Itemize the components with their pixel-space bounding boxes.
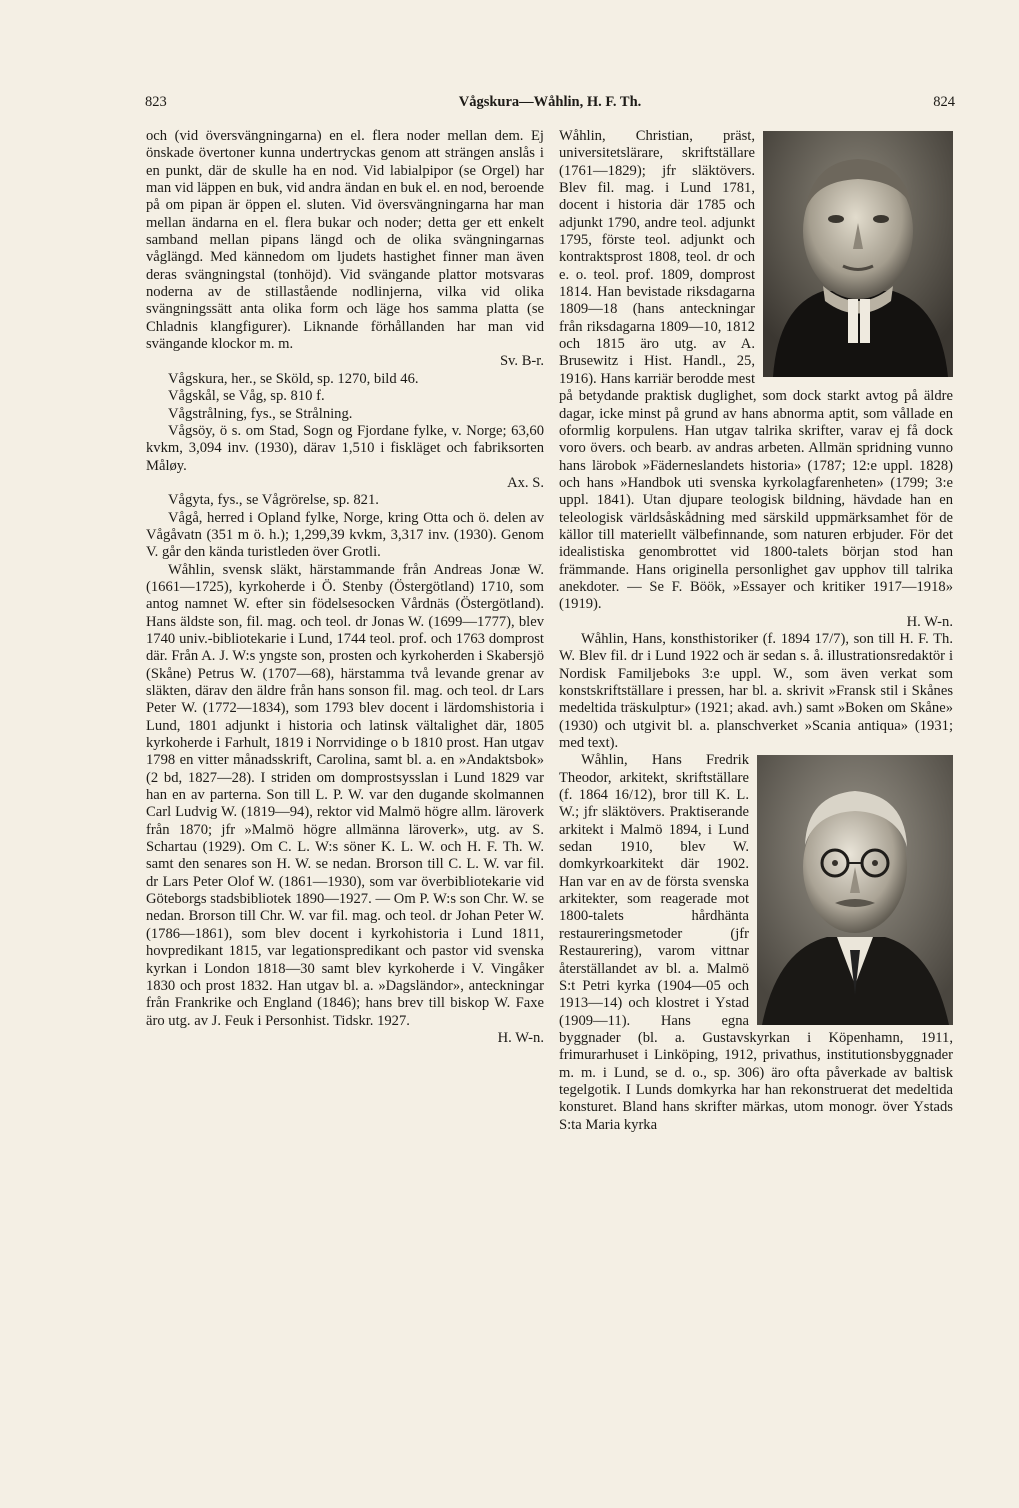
- entry-vagskura: Vågskura, her., se Sköld, sp. 1270, bild 46.: [168, 370, 419, 387]
- signature: Sv. B-r.: [499, 353, 544, 370]
- right-column: [559, 128, 953, 1134]
- running-header: [145, 94, 955, 116]
- entry-vaga: Vågå, herred i Opland fylke, Norge, kring Otta och ö. delen av Vågåvatn (351 m ö. h.); 1,299,39 kvkm, 3,317 inv. (1930). Genom V. går den kända turistleden över Grotli.: [146, 509, 544, 561]
- signature: H. W-n.: [906, 613, 953, 630]
- portrait-theodor-image: [757, 755, 953, 1025]
- signature: Ax. S.: [507, 474, 544, 491]
- running-head-title: Vågskura—Wåhlin, H. F. Th.: [458, 94, 642, 110]
- page-number-right: 824: [933, 94, 955, 110]
- page-number-left: 823: [145, 94, 167, 110]
- signature: H. W-n.: [497, 1029, 544, 1046]
- entry-hans-wahlin: Wåhlin, Hans, konsthistoriker (f. 1894 17/7), son till H. F. Th. W. Blev fil. dr i Lund 1922 och är sedan s. å. illustrationsredaktör i Nordisk Familjeboks 3:e uppl. W., som även verkat som konstskriftställare i pressen, har bl. a. skrivit »Fransk stil i Skånes medeltida träskulptur» (1921; akad. avh.) samt »Boken om Skåne» (1930) och utgivit bl. a. planschverket »Scania antiqua» (1931; med text).: [559, 630, 953, 752]
- portrait-christian-wahlin: [763, 131, 953, 377]
- portrait-hans-fredrik-theodor-wahlin: [757, 755, 953, 1025]
- portrait-christian-image: [763, 131, 953, 377]
- entry-vagstralning: Vågstrålning, fys., se Strålning.: [168, 405, 353, 422]
- entry-vagyta: Vågyta, fys., se Vågrörelse, sp. 821.: [168, 492, 379, 509]
- paragraph-vagor-continued: och (vid översvängningarna) en el. flera noder mellan dem. Ej önskade övertoner kunna undertryckas genom att strängen anslås i en punkt, där de skulle ha en nod. Vid labialpipor (se Orgel) har man vid läppen en buk, vid andra ändan en buk el. en nod, beroende på om pipan är öppen el. sluten. Vid översvängningarna har man mellan ändarna en el. flera bukar och noder; detta ger ett enkelt samband mellan pipans längd och de olika svängningarnas våglängd. Med kännedom om ljudets hastighet finner man även deras svängningstal (tonhöjd). Vid svängande plattor motsvaras noderna av de stillastående nodlinjerna, vilka vid olika svängningssätt anta olika form och läge hos samma platta (se Chladnis klangfigurer). Liknande förhållanden har man vid svängande klockor m. m.: [146, 128, 544, 353]
- entry-vagsoy: Vågsöy, ö s. om Stad, Sogn og Fjordane fylke, v. Norge; 63,60 kvkm, 3,094 inv. (1930), därav 1,510 i fiskläget och fabriksorten Måløy.: [146, 422, 544, 474]
- entry-theodor-wahlin: Wåhlin, Hans Fredrik Theodor, arkitekt, skriftställare (f. 1864 16/12), bror till K. L. W.; jfr släktövers. Praktiserande arkitekt i Malmö 1894, i Lund sedan 1910, blev W. domkyrkoarkitekt där 1902. Han var en av de första svenska arkitekter, som reagerade mot 1800-talets hårdhänta restaureringsmetoder (jfr Restaurering), varom vittnar återställandet av bl. a. Malmö S:t Petri kyrka (1904—05 och 1913—14) och klostret i Ystad (1909—11). Hans egna byggnader (bl. a. Gustavskyrkan i Köpenhamn, 1911, frimurarhuset i Linköping, 1912, privathus, institutionsbyggnader m. m. i Lund, se d. o., sp. 306) äro ofta påverkade av baltisk tegelgotik. I Lunds domkyrka har han rekonstruerat det medeltida konsturet. Bland hans skrifter märkas, utom monogr. över Ystads S:ta Maria kyrka: [559, 752, 953, 1133]
- entry-wahlin-family: Wåhlin, svensk släkt, härstammande från Andreas Jonæ W. (1661—1725), kyrkoherde i Ö. Stenby (Östergötland) 1710, som antog namnet W. efter sin födelsesocken Vårdnäs (Östergötland). Hans äldste son, fil. mag. och teol. dr Jonas W. (1699—1777), blev 1740 univ.-bibliotekarie i Lund, 1744 teol. prof. och 1763 domprost där. Från A. J. W:s yngste son, prosten och kyrkoherden i Skabersjö (Skåne) Petrus W. (1707—68), härstamma två levande grenar av släkten, därav den äldre från hans sonson fil. mag. och teol. dr Lars Peter W. (1772—1834), som 1793 blev docent i lärdomshistoria i Lund, 1801 adjunkt i historia och latinsk vältalighet där, 1805 kyrkoherde i Farhult, 1819 i Norrvidinge o b 1810 prost. Han utgav 1798 en vitter månadsskrift, Carolina, samt bl. a. en »Andaktsbok» (2 bd, 1827—28). I striden om domprostsysslan i Lund 1829 var han en av parterna. Son till L. P. W. var den dugande skolmannen Carl Ludvig W. (1819—94), rektor vid Malmö högre allm. läroverk från 1870; jfr »Malmö högre allmänna läroverk», utg. av S. Schartau (1929). Om C. L. W:s söner K. L. W. och H. F. Th. W. samt den senares son H. W. se nedan. Brorson till C. L. W. var fil. dr Lars Peter Olof W. (1861—1930), som var överbibliotekarie vid Göteborgs stadsbibliotek 1890—1927. — Om P. W:s son Chr. W. se nedan. Brorson till Chr. W. var fil. mag. och teol. dr Johan Peter W. (1786—1861), som blev docent i kyrkohistoria i Lund 1811, hovpredikant 1815, var legationspredikant och pastor vid svenska kyrkan i London 1818—30 samt blev kyrkoherde i V. Vingåker 1830 och prost 1832. Han utgav bl. a. »Dagsländor», anteckningar från Frankrike och England (1846); hans brev till biskop W. Faxe äro utg. av J. Feuk i Personhist. Tidskr. 1927.: [146, 561, 544, 1029]
- left-column: [146, 128, 544, 1047]
- entry-vagskal: Vågskål, se Våg, sp. 810 f.: [168, 388, 325, 405]
- entry-christian-wahlin: Wåhlin, Christian, präst, universitetslärare, skriftställare (1761—1829); jfr släktövers. Blev fil. mag. i Lund 1781, docent i historia där 1785 och adjunkt 1790, andre teol. adjunkt 1795, förste teol. adjunkt och kontraktsprost 1808, teol. dr och e. o. teol. prof. 1809, domprost 1814. Han bevistade riksdagarna 1809—18 (hans anteckningar från riksdagarna 1809—10, 1812 och 1815 äro utg. av A. Brusewitz i Hist. Handl., 25, 1916). Hans karriär berodde mest på betydande praktisk duglighet, som dock starkt avtog på äldre dagar, icke minst på grund av hans abnorma aptit, som vållade en oformlig korpulens. Han utgav talrika skrifter, varav ej få dock voro övers. och bearb. av andras arbeten. Allmän spridning vunno hans lärobok »Fäderneslandets historia» (1787; 12:e uppl. 1828) och hans »Handbok uti svenska kyrkolagfarenheten» (1799; 3:e uppl. 1841). Utan djupare teologisk bildning, hävdade han en teleologisk världsåskådning med särskild uppmärksamhet för de källor till materiellt välbefinnande, som naturen erbjuder. För det idealistiska genombrottet vid 1800-talets början stod han främmande. Hans originella personlighet gav upphov till talrika anekdoter. — Se F. Böök, »Essayer och kritiker 1917—1918» (1919).: [559, 128, 953, 613]
